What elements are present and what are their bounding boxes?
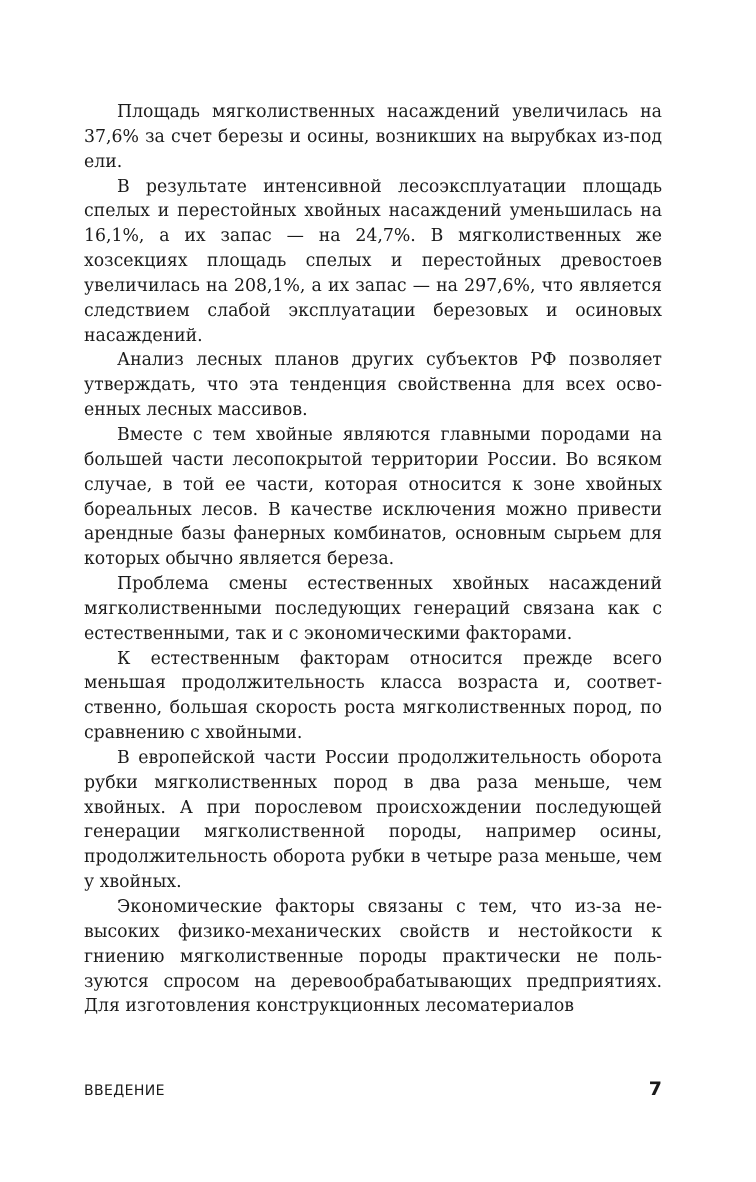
- running-title: ВВЕДЕНИЕ: [84, 1083, 165, 1099]
- paragraph-5: Проблема смены естественных хвойных насаждений мягколиственными последующих генераций связана как с естественными, так и с экономическими факторами.: [84, 574, 662, 644]
- page-body: [84, 100, 662, 1019]
- paragraph-4: Вместе с тем хвойные являются главными породами на большей части лесопокрытой территории России. Во всяком случае, в той ее части, которая относится к зоне хвойных бореальных лесов. В качестве исключения можно привести арендные базы фанерных комбинатов, основным сырьем для которых обычно является береза.: [84, 424, 662, 570]
- paragraph-6: К естественным факторам относится прежде всего меньшая продолжительность класса возраста и, соответственно, большая скорость роста мягколиственных пород, по сравнению с хвойными.: [84, 648, 662, 744]
- page-footer: [84, 1078, 662, 1100]
- paragraph-7: В европейской части России продолжительность оборота рубки мягколиственных пород в два раза меньше, чем хвойных. А при порослевом происхождении последующей генерации мягколиственной породы, например осины, продолжительность оборота рубки в четыре раза меньше, чем у хвойных.: [84, 747, 662, 893]
- paragraph-2: В результате интенсивной лесоэксплуатации площадь спелых и перестойных хвойных насаждений уменьшилась на 16,1%, а их запас — на 24,7%. В мягколиственных же хозсекциях площадь спелых и перестойных древостоев увеличилась на 208,1%, а их запас — на 297,6%, что является следствием слабой эксплуатации березовых и осиновых насаждений.: [84, 176, 662, 346]
- paragraph-8: Экономические факторы связаны с тем, что из-за невысоких физико-механических свойств и нестойкости к гниению мягколиственные породы практически не пользуются спросом на деревообрабатывающих предприятиях. Для изготовления конструкционных лесоматериалов: [84, 897, 662, 1017]
- paragraph-1: Площадь мягколиственных насаждений увеличилась на 37,6% за счет березы и осины, возникших на вырубках из-под ели.: [84, 102, 662, 172]
- paragraph-3: Анализ лесных планов других субъектов РФ позволяет утверждать, что эта тенденция свойственна для всех освоенных лесных массивов.: [84, 350, 662, 421]
- page-number: 7: [648, 1078, 662, 1100]
